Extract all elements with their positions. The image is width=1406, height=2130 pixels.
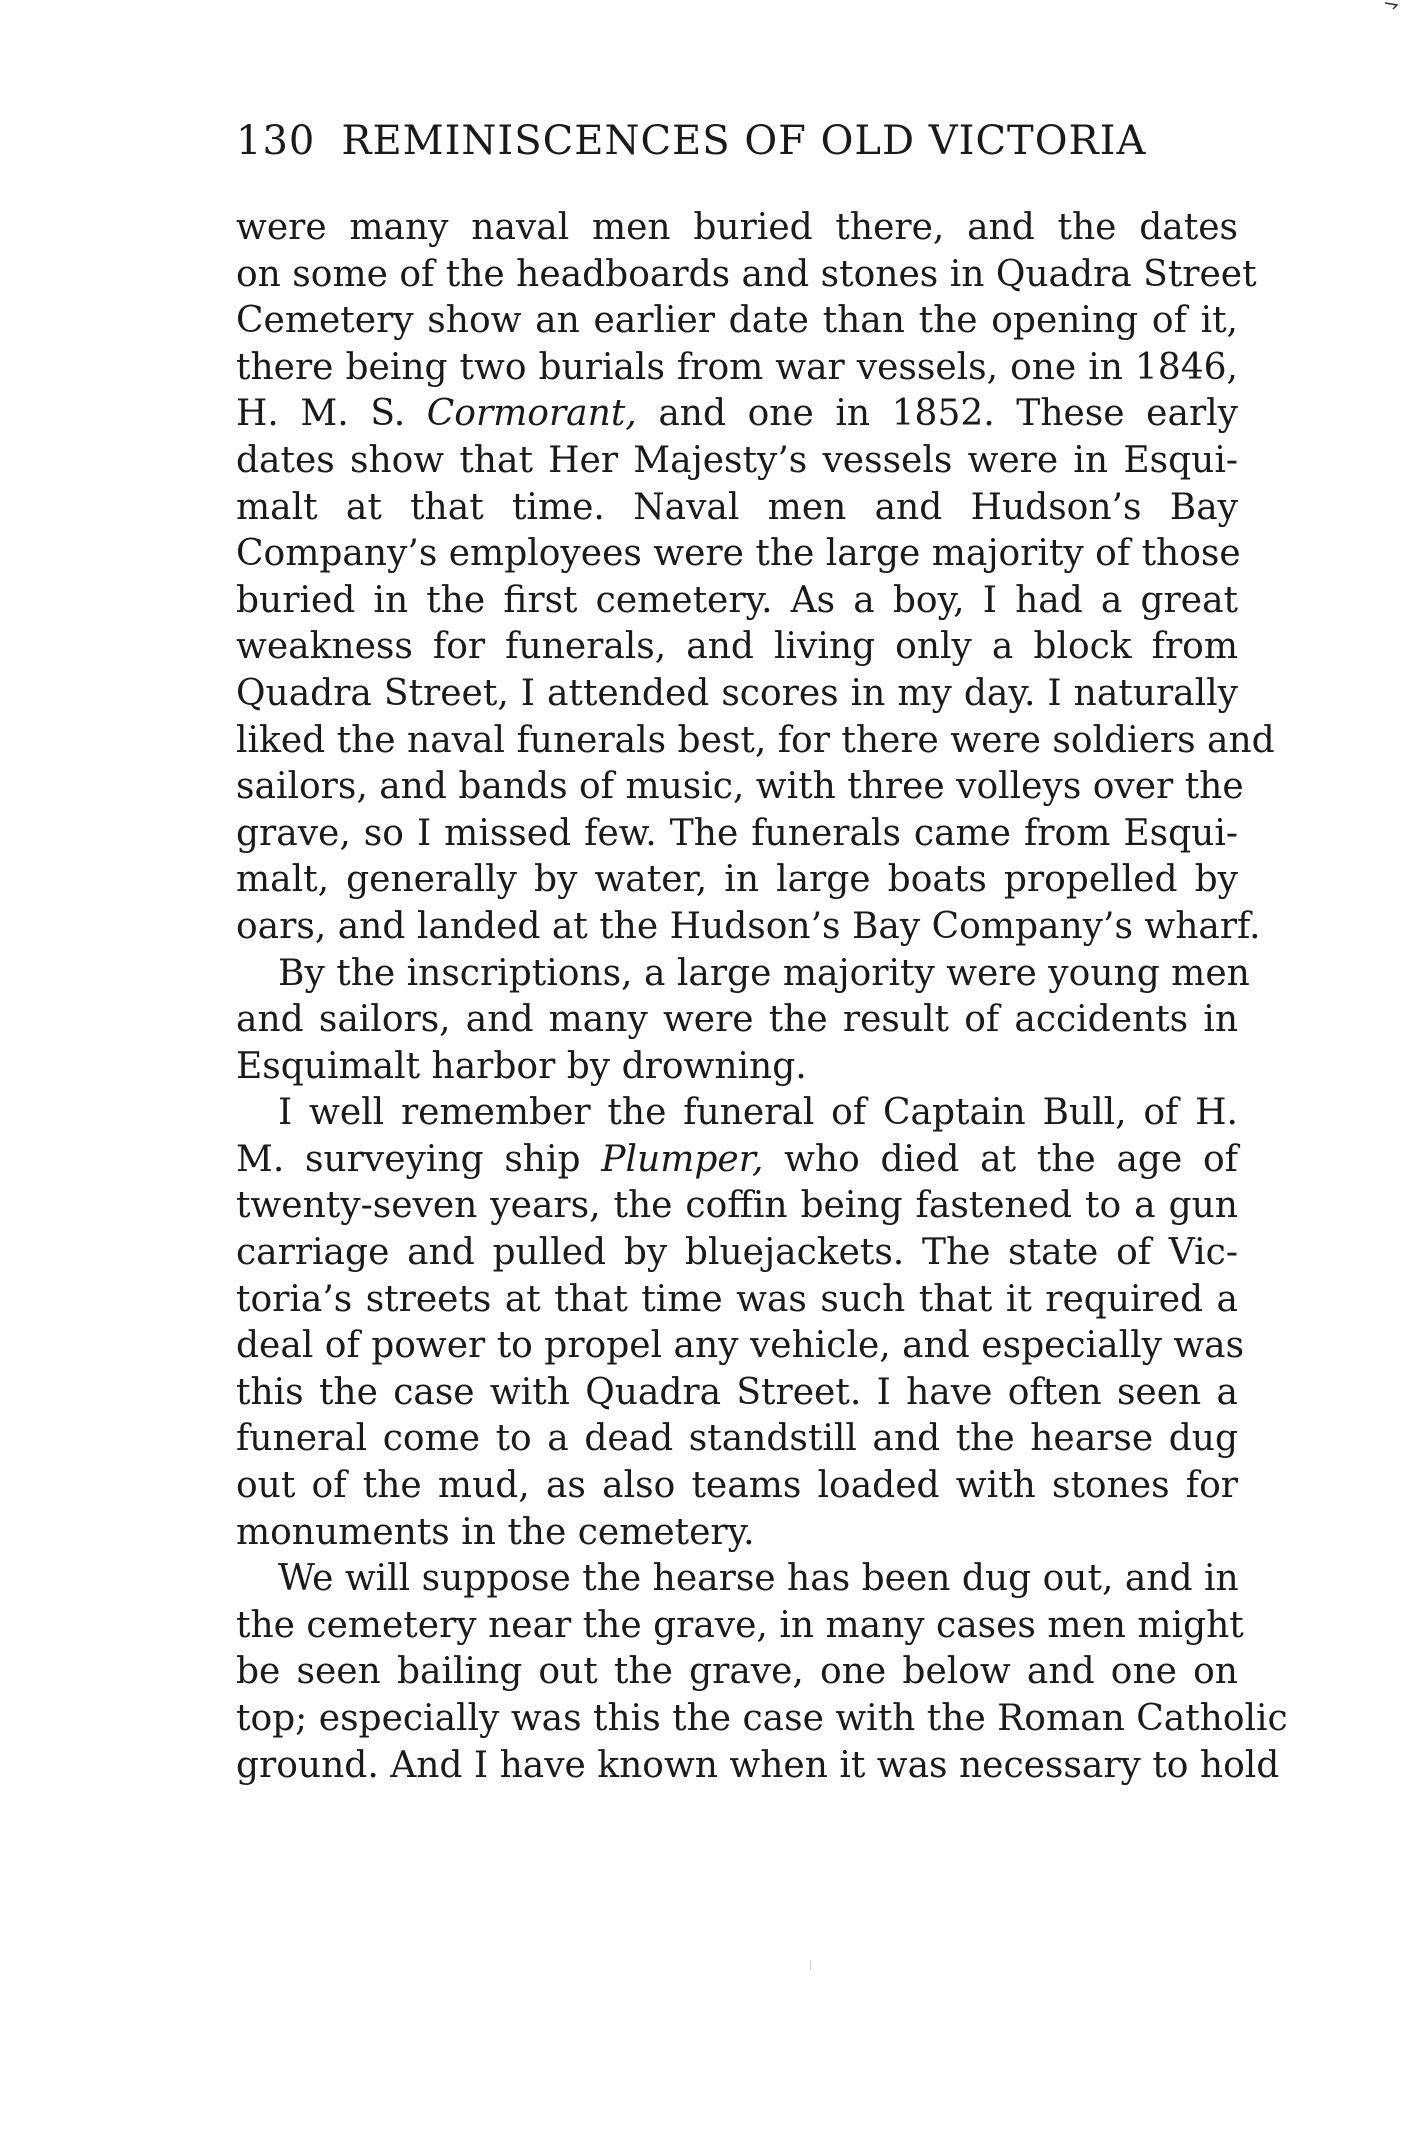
text-line: this the case with Quadra Street. I have often seen a bbox=[236, 1371, 1238, 1413]
ship-name: Cormorant, bbox=[426, 393, 637, 435]
text-line: Esquimalt harbor by drowning. bbox=[236, 1045, 807, 1087]
text-line: twenty-seven years, the coffin being fastened to a gun bbox=[236, 1185, 1238, 1227]
text-run: and one in 1852. These early bbox=[636, 393, 1239, 435]
text-line: be seen bailing out the grave, one below and one on bbox=[236, 1651, 1238, 1693]
text-line: grave, so I missed few. The funerals came from Esqui- bbox=[236, 812, 1238, 854]
text-line: carriage and pulled by bluejackets. The state of Vic- bbox=[236, 1232, 1238, 1274]
text-line: malt at that time. Naval men and Hudson’s Bay bbox=[236, 486, 1238, 528]
text-line: on some of the headboards and stones in Quadra Street bbox=[236, 253, 1257, 295]
text-line: Cemetery show an earlier date than the opening of it, bbox=[236, 300, 1238, 342]
text-line: top; especially was this the case with the Roman Catholic bbox=[236, 1698, 1288, 1739]
text-line: weakness for funerals, and living only a block from bbox=[236, 626, 1238, 668]
text-line: liked the naval funerals best, for there were soldiers and bbox=[236, 719, 1275, 761]
text-line: out of the mud, as also teams loaded with stones for bbox=[236, 1465, 1238, 1507]
text-run: H. M. S. bbox=[236, 393, 427, 435]
text-run: M. surveying ship bbox=[236, 1138, 602, 1180]
page-number: 130 bbox=[236, 118, 316, 164]
text-line: were many naval men buried there, and the dates bbox=[236, 207, 1238, 248]
text-line: Quadra Street, I attended scores in my day. I naturally bbox=[236, 672, 1238, 714]
paper-speck bbox=[810, 1960, 811, 1970]
body-text bbox=[236, 205, 1288, 1789]
text-line: buried in the first cemetery. As a boy, I had a great bbox=[236, 579, 1238, 621]
text-line: dates show that Her Majesty’s vessels were in Esqui- bbox=[236, 439, 1238, 481]
text-line: and sailors, and many were the result of accidents in bbox=[236, 999, 1238, 1041]
text-line: there being two burials from war vessels, one in 1846, bbox=[236, 346, 1238, 388]
text-line: We will suppose the hearse has been dug out, and in bbox=[278, 1558, 1239, 1600]
text-line: By the inscriptions, a large majority were young men bbox=[278, 952, 1250, 994]
text-line: toria’s streets at that time was such that it required a bbox=[236, 1278, 1238, 1320]
text-line: oars, and landed at the Hudson’s Bay Company’s wharf. bbox=[236, 905, 1261, 947]
text-line: sailors, and bands of music, with three volleys over the bbox=[236, 766, 1244, 808]
text-line: Company’s employees were the large majority of those bbox=[236, 533, 1241, 575]
running-title: REMINISCENCES OF OLD VICTORIA bbox=[341, 118, 1147, 164]
running-header bbox=[236, 118, 1236, 164]
text-line: monuments in the cemetery. bbox=[236, 1511, 755, 1553]
corner-mark-icon bbox=[1384, 2, 1398, 10]
text-line bbox=[236, 1137, 1238, 1184]
text-line: the cemetery near the grave, in many cases men might bbox=[236, 1604, 1244, 1646]
text-run: who died at the age of bbox=[763, 1138, 1238, 1180]
text-line: funeral come to a dead standstill and the hearse dug bbox=[236, 1418, 1238, 1460]
text-line: ground. And I have known when it was necessary to hold bbox=[236, 1744, 1280, 1786]
text-line: malt, generally by water, in large boats propelled by bbox=[236, 859, 1238, 901]
text-line bbox=[236, 391, 1238, 438]
text-line: I well remember the funeral of Captain Bull, of H. bbox=[278, 1092, 1238, 1134]
ship-name: Plumper, bbox=[601, 1138, 764, 1180]
text-line: deal of power to propel any vehicle, and especially was bbox=[236, 1325, 1245, 1367]
